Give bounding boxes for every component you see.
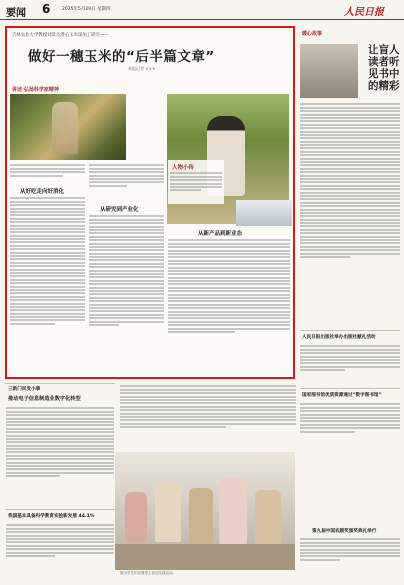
right-story-text bbox=[300, 102, 400, 324]
divider bbox=[300, 330, 400, 331]
news-headline-1[interactable]: 人民日报出版社举办出版社献礼活动 bbox=[302, 335, 376, 340]
feature-text-col-2a bbox=[89, 163, 164, 199]
subhead-3: 从新产品到新业态 bbox=[198, 231, 243, 237]
photo-table bbox=[115, 544, 295, 570]
column-label: 暖心故事 bbox=[302, 31, 323, 37]
person-bio-text bbox=[170, 171, 222, 201]
classroom-photo bbox=[115, 452, 295, 570]
reader-photo bbox=[300, 44, 358, 98]
feature-byline: 本报记者 ××× bbox=[128, 66, 156, 71]
news-text-1 bbox=[300, 344, 400, 384]
corn-research-photo bbox=[10, 94, 126, 160]
news-text-3 bbox=[300, 537, 400, 575]
photo-caption: 图为学生们在课堂上参加实践活动。 bbox=[120, 571, 176, 575]
issue-date: 2025年5月29日 星期四 bbox=[62, 7, 111, 12]
divider bbox=[5, 383, 115, 384]
bottom-section-title: 三新门问发小事 bbox=[8, 387, 41, 392]
lab-photo bbox=[236, 200, 292, 226]
photo-figure bbox=[255, 490, 281, 544]
bottom-middle-text bbox=[120, 384, 296, 446]
divider bbox=[5, 509, 115, 510]
feature-text-col-3 bbox=[168, 238, 290, 372]
subhead-2: 从研究到产业化 bbox=[100, 207, 139, 213]
bottom-text-1 bbox=[6, 406, 114, 506]
bottom-headline-2[interactable]: 我国基本具备科学教育实验新发展 44.1% bbox=[8, 514, 95, 519]
newspaper-masthead: 人民日报 bbox=[344, 7, 384, 18]
feature-intro-text bbox=[10, 163, 85, 183]
right-story-headline[interactable]: 让盲人读者听见书中的精彩 bbox=[368, 44, 400, 92]
feature-headline[interactable]: 做好一穗玉米的“后半篇文章” bbox=[28, 49, 215, 65]
photo-figure bbox=[125, 492, 147, 542]
person-bio-title: 人物小传 bbox=[172, 165, 195, 171]
photo-figure bbox=[219, 478, 247, 544]
feature-text-col-1 bbox=[10, 196, 85, 372]
bottom-text-2 bbox=[6, 523, 114, 575]
news-text-2 bbox=[300, 402, 400, 448]
divider bbox=[300, 388, 400, 389]
news-headline-3[interactable]: 第九届中国戏剧奖颁奖典礼举行 bbox=[312, 529, 377, 534]
feature-text-col-2b bbox=[89, 214, 164, 372]
photo-figure bbox=[189, 488, 213, 544]
section-name: 要闻 bbox=[6, 8, 26, 19]
news-headline-2[interactable]: 国家图书馆优质资源通过“数字图书馆” bbox=[302, 393, 382, 398]
bottom-headline-1[interactable]: 推动电子信息制造业数字化转型 bbox=[8, 396, 81, 402]
series-label: 讲述·弘扬科学家精神 bbox=[12, 87, 59, 93]
feature-kicker: 吉林农业大学教授刘景圣潜心玉米深加工研究—— bbox=[12, 33, 109, 38]
photo-figure bbox=[155, 482, 181, 542]
page-number: 6 bbox=[42, 2, 51, 16]
subhead-1: 从好吃走向好消化 bbox=[20, 189, 65, 195]
